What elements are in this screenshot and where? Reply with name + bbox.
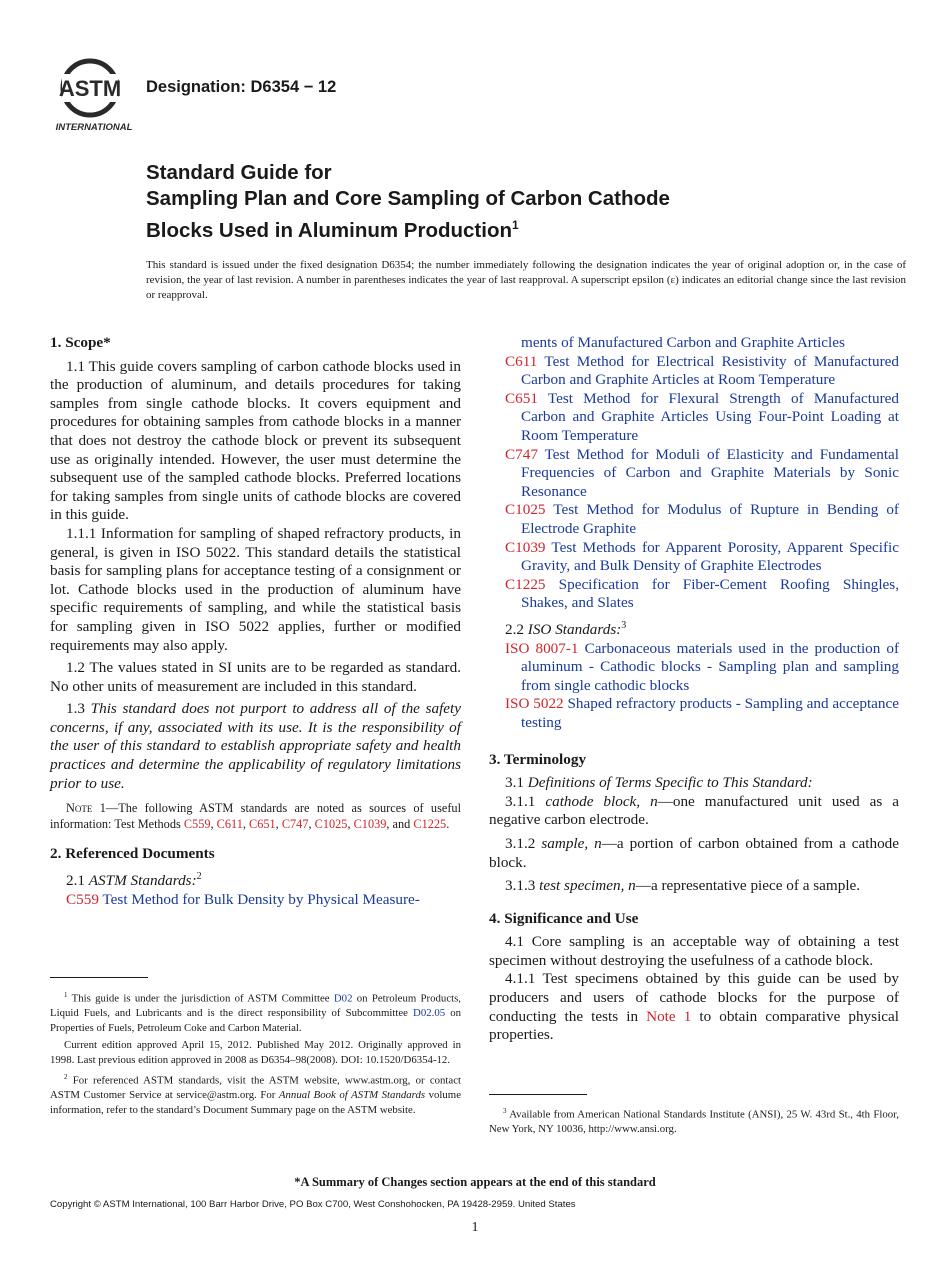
iso-standards-label: ISO Standards: xyxy=(527,620,622,638)
fn1-c: on Properties of Fuels, Petroleum Coke and Carbon Material. xyxy=(50,1007,461,1034)
note-label: Note 1 xyxy=(66,801,106,816)
reference-iso-8007-1 xyxy=(505,640,899,696)
note-ref-link[interactable]: C611 xyxy=(216,817,243,832)
title-line-3-text: Blocks Used in Aluminum Production xyxy=(146,218,512,242)
reference-code-link[interactable]: ISO 5022 xyxy=(505,695,564,713)
reference-code-link[interactable]: C1025 xyxy=(505,501,546,519)
footnote-rule xyxy=(50,977,148,978)
para-2-2 xyxy=(489,617,899,640)
reference-title-link[interactable]: Shaped refractory products - Sampling and acceptance testing xyxy=(521,695,899,731)
para-2-2-number: 2.2 xyxy=(505,620,524,638)
reference-title-link[interactable]: Specification for Fiber-Cement Roofing Shingles, Shakes, and Slates xyxy=(521,575,899,612)
para-1-3 xyxy=(50,700,461,793)
reference-c611 xyxy=(505,353,899,390)
para-4-1-1-b: to obtain comparative physical properties. xyxy=(489,1007,899,1044)
reference-code-link[interactable]: C559 xyxy=(66,891,99,909)
reference-code-link[interactable]: C1039 xyxy=(505,538,546,556)
astm-standards-label: ASTM Standards: xyxy=(88,872,197,890)
note-1-link[interactable]: Note 1 xyxy=(646,1007,692,1025)
right-column xyxy=(489,334,899,1045)
fn2-b: volume information, refer to the standard’s Document Summary page on the ASTM website. xyxy=(50,1089,461,1116)
reference-title-link[interactable]: Test Method for Bulk Density by Physical Measure- xyxy=(102,891,420,909)
title-footnote-mark: 1 xyxy=(512,218,519,232)
para-4-1-1 xyxy=(489,970,899,1044)
para-3-1-3 xyxy=(489,877,899,896)
term-test-specimen: test specimen, n xyxy=(539,877,636,895)
reference-c651 xyxy=(505,390,899,446)
para-1-3-text: This standard does not purport to address all of the safety concerns, if any, associated with its use. It is the responsibility of the user of this standard to establish appropriate safety and health practices and determine the applicability of regulatory limitations prior to use. xyxy=(50,700,462,792)
reference-code-link[interactable]: C651 xyxy=(505,389,538,407)
reference-title-link[interactable]: Test Method for Flexural Strength of Manufactured Carbon and Graphite Articles Using Four-Point Loading at Room Temperature xyxy=(521,389,899,444)
reference-title-link[interactable]: Test Method for Electrical Resistivity of Manufactured Carbon and Graphite Articles at Room Temperature xyxy=(521,352,899,389)
definition-test-specimen: —a representative piece of a sample. xyxy=(635,877,861,895)
para-2-1 xyxy=(50,868,461,891)
footnote-mark-3: 3 xyxy=(621,619,627,631)
reference-title-link[interactable]: ments of Manufactured Carbon and Graphite Articles xyxy=(521,334,845,351)
terminology-heading: 3. Terminology xyxy=(489,750,587,768)
logo-subtext: INTERNATIONAL xyxy=(55,122,133,133)
logo-text: ASTM xyxy=(58,76,122,101)
reference-title-link[interactable]: Carbonaceous materials used in the production of aluminum - Cathodic blocks - Sampling plan and sampling from single cathodic blocks xyxy=(521,639,900,694)
copyright-line: Copyright © ASTM International, 100 Barr Harbor Drive, PO Box C700, West Conshohocken, PA 19428-2959. United States xyxy=(50,1199,576,1210)
fn1-a: This guide is under the jurisdiction of ASTM Committee xyxy=(71,992,330,1005)
reference-title-link[interactable]: Test Methods for Apparent Porosity, Apparent Specific Gravity, and Bulk Density of Graphite Electrodes xyxy=(521,538,899,575)
reference-c1025 xyxy=(505,501,899,538)
reference-code-link[interactable]: C1225 xyxy=(505,575,546,593)
para-1-3-number: 1.3 xyxy=(66,700,85,718)
para-4-1: 4.1 Core sampling is an acceptable way of obtaining a test specimen without destroying the usefulness of a cathode block. xyxy=(489,933,899,969)
para-1-2: 1.2 The values stated in SI units are to be regarded as standard. No other units of measurement are included in this standard. xyxy=(50,659,461,695)
summary-of-changes-note: *A Summary of Changes section appears at the end of this standard xyxy=(294,1175,656,1189)
footnote-rule xyxy=(489,1094,587,1095)
note-1: Note 1—The following ASTM standards are noted as sources of useful information: Test Methods C559, C611, C651, C747, C1025, C1039, and C1225. xyxy=(50,801,461,832)
title-line-1: Standard Guide for xyxy=(146,161,332,184)
astm-logo xyxy=(52,58,136,134)
para-3-1-number: 3.1 xyxy=(505,774,524,792)
note-ref-link[interactable]: C559 xyxy=(183,817,211,832)
footnote-2: $^2$ For referenced ASTM standards, visit the ASTM website, www.astm.org, or contact ASTM Customer Service at service@astm.org. For Annual Book of ASTM Standards volume information, refer to the standard’s Document Summary page on the ASTM website. xyxy=(50,1073,461,1116)
definition-cathode-block: —one manufactured unit used as a negative carbon electrode. xyxy=(489,792,900,829)
reference-code-link[interactable]: ISO 8007-1 xyxy=(505,639,579,657)
note-ref-link[interactable]: C747 xyxy=(281,817,309,832)
para-3-1-text: Definitions of Terms Specific to This Standard: xyxy=(527,774,813,792)
footnote-edition: Current edition approved April 15, 2012. Published May 2012. Originally approved in 1998. Last previous edition approved in 2008 as D6354–98(2008). DOI: 10.1520/D6354-12. xyxy=(50,1039,461,1066)
reference-c559-continued xyxy=(489,334,899,353)
right-footnotes xyxy=(489,1104,899,1137)
footnote-1: $^1$ This guide is under the jurisdiction of ASTM Committee D02 on Petroleum Products, Liquid Fuels, and Lubricants and is the direct responsibility of Subcommittee D02.05 on Properties of Fuels, Petroleum Coke and Carbon Material. xyxy=(50,991,462,1034)
left-column xyxy=(50,334,461,910)
para-1-1: 1.1 This guide covers sampling of carbon cathode blocks used in the production of aluminum, and details procedures for taking samples from single cathode blocks. It covers equipment and procedures for obtaining samples from cathode blocks in a manner that does not destroy the cathode block or prevent its subsequent use as originally intended. However, the user must determine the subsequent use of the sampled cathode blocks. Preferred locations for taking samples from single units of cathode blocks are covered in this guide. xyxy=(50,357,461,524)
reference-code-link[interactable]: C611 xyxy=(505,352,538,370)
issuance-notice: This standard is issued under the fixed designation D6354; the number immediately following the designation indicates the year of original adoption or, in the case of revision, the year of last revision. A number in parentheses indicates the year of last reapproval. A superscript epsilon (ε) indicates an editorial change since the last revision or reapproval. xyxy=(146,259,906,302)
footnote-3: $^3$ Available from American National Standards Institute (ANSI), 25 W. 43rd St., 4th Floor, New York, NY 10036, http://www.ansi.org. xyxy=(489,1107,899,1136)
note-ref-link[interactable]: C651 xyxy=(249,817,276,832)
para-3-1-1-number: 3.1.1 xyxy=(505,792,536,810)
refdocs-heading: 2. Referenced Documents xyxy=(50,844,215,862)
fn1-b: on Petroleum Products, Liquid Fuels, and Lubricants and is the direct responsibility of Subcommittee xyxy=(50,992,462,1020)
para-1-1-1: 1.1.1 Information for sampling of shaped refractory products, in general, is given in ISO 5022. This standard details the statistical basis for sampling plans for acceptance testing of a consignment or lot. Cathode blocks used in the production of aluminum have specific requirements of sampling, and while the statistical basis for sampling given in ISO 5022 applies, further or modified requirements may also apply. xyxy=(50,524,461,654)
fn2-italic: Annual Book of ASTM Standards xyxy=(278,1089,426,1102)
note-ref-link[interactable]: C1225 xyxy=(413,817,447,832)
para-3-1-2-number: 3.1.2 xyxy=(505,834,536,852)
para-2-1-number: 2.1 xyxy=(66,872,85,890)
note-ref-link[interactable]: C1039 xyxy=(353,817,387,832)
reference-title-link[interactable]: Test Method for Moduli of Elasticity and Fundamental Frequencies of Carbon and Graphite Materials by Sonic Resonance xyxy=(521,445,899,500)
title-line-3 xyxy=(146,212,846,244)
designation: Designation: D6354 − 12 xyxy=(146,78,337,96)
reference-c1039 xyxy=(505,539,899,576)
para-3-1-3-number: 3.1.3 xyxy=(505,877,536,895)
reference-title-link[interactable]: Test Method for Modulus of Rupture in Bending of Electrode Graphite xyxy=(521,501,899,537)
reference-code-link[interactable]: C747 xyxy=(505,445,538,463)
definition-sample: —a portion of carbon obtained from a cathode block. xyxy=(489,834,900,871)
note-ref-link[interactable]: C1025 xyxy=(314,817,348,832)
reference-iso-5022 xyxy=(505,695,899,732)
para-4-1-1-a: 4.1.1 Test specimens obtained by this guide can be used by producers and users of cathode blocks for the purpose of conducting the tests in xyxy=(489,970,899,1025)
para-3-1 xyxy=(489,774,899,793)
reference-c747 xyxy=(505,446,899,502)
page-number: 1 xyxy=(471,1220,479,1235)
document-title xyxy=(146,160,846,244)
note-and: and xyxy=(392,817,411,832)
left-footnotes xyxy=(50,988,461,1117)
reference-c559 xyxy=(50,891,461,910)
title-line-2: Sampling Plan and Core Sampling of Carbon Cathode xyxy=(146,187,670,210)
fn2-a: For referenced ASTM standards, visit the ASTM website, www.astm.org, or contact ASTM Customer Service at service@astm.org. For xyxy=(50,1074,461,1102)
term-cathode-block: cathode block, n xyxy=(545,792,658,810)
reference-c1225 xyxy=(505,576,899,613)
committee-d02-link[interactable]: D02 xyxy=(333,992,353,1005)
para-3-1-2 xyxy=(489,835,899,872)
fn3-text: Available from American National Standards Institute (ANSI), 25 W. 43rd St., 4th Floor, New York, NY 10036, http://www.ansi.org. xyxy=(489,1108,899,1136)
para-3-1-1 xyxy=(489,793,899,830)
significance-heading: 4. Significance and Use xyxy=(489,909,639,927)
footnote-mark-2: 2 xyxy=(196,871,202,883)
subcommittee-d0205-link[interactable]: D02.05 xyxy=(413,1007,446,1020)
note-text: —The following ASTM standards are noted as sources of useful information: Test Methods xyxy=(50,801,461,832)
term-sample: sample, n xyxy=(541,834,602,852)
scope-heading: 1. Scope* xyxy=(50,334,111,351)
